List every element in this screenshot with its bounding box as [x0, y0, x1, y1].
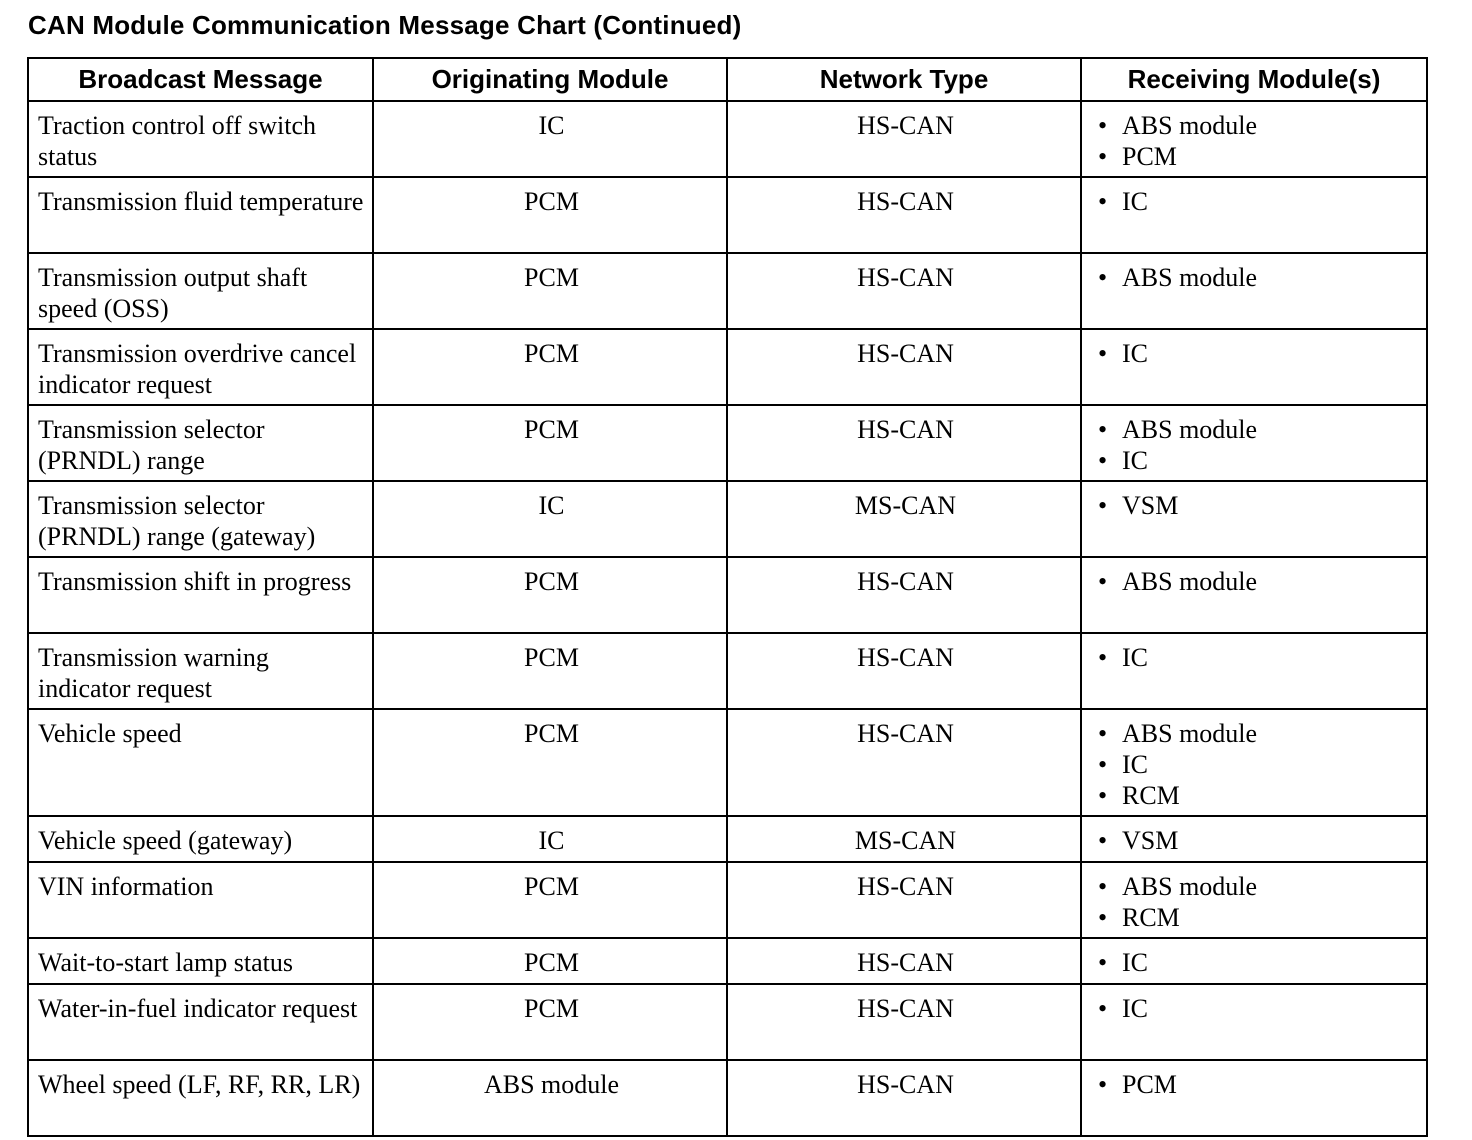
receiving-modules-cell — [1081, 557, 1427, 633]
originating-module-cell: PCM — [373, 938, 727, 984]
receiver-list — [1091, 262, 1420, 293]
network-type-cell: HS-CAN — [727, 1060, 1081, 1136]
receiver-item: • ABS module — [1091, 718, 1420, 749]
table-row — [28, 101, 1427, 177]
network-type-cell: HS-CAN — [727, 253, 1081, 329]
table-row — [28, 709, 1427, 816]
table-row — [28, 329, 1427, 405]
header-network-type: Network Type — [727, 58, 1081, 101]
receiver-item: • PCM — [1091, 141, 1420, 172]
receiving-modules-cell — [1081, 253, 1427, 329]
table-row — [28, 938, 1427, 984]
receiver-item: • VSM — [1091, 490, 1420, 521]
receiving-modules-cell — [1081, 938, 1427, 984]
broadcast-message-cell: Transmission fluid temperature — [28, 177, 373, 253]
receiving-modules-cell — [1081, 816, 1427, 862]
table-row — [28, 862, 1427, 938]
receiver-list — [1091, 490, 1420, 521]
receiver-item: • PCM — [1091, 1069, 1420, 1100]
receiver-list — [1091, 825, 1420, 856]
receiving-modules-cell — [1081, 633, 1427, 709]
receiver-item: • ABS module — [1091, 871, 1420, 902]
receiver-item: • RCM — [1091, 780, 1420, 811]
originating-module-cell: PCM — [373, 177, 727, 253]
originating-module-cell: PCM — [373, 405, 727, 481]
originating-module-cell: ABS module — [373, 1060, 727, 1136]
originating-module-cell: PCM — [373, 329, 727, 405]
broadcast-message-cell: Transmission selector (PRNDL) range — [28, 405, 373, 481]
receiving-modules-cell — [1081, 984, 1427, 1060]
receiver-item: • ABS module — [1091, 262, 1420, 293]
originating-module-cell: PCM — [373, 557, 727, 633]
receiver-item: • VSM — [1091, 825, 1420, 856]
receiver-item: • RCM — [1091, 902, 1420, 933]
receiver-list — [1091, 947, 1420, 978]
originating-module-cell: IC — [373, 816, 727, 862]
network-type-cell: HS-CAN — [727, 709, 1081, 816]
originating-module-cell: IC — [373, 101, 727, 177]
header-receiving-modules: Receiving Module(s) — [1081, 58, 1427, 101]
receiver-item: • ABS module — [1091, 566, 1420, 597]
broadcast-message-cell: Transmission selector (PRNDL) range (gateway) — [28, 481, 373, 557]
receiver-list — [1091, 566, 1420, 597]
chart-title: CAN Module Communication Message Chart (Continued) — [28, 10, 742, 40]
receiver-item: • IC — [1091, 642, 1420, 673]
broadcast-message-cell: Transmission warning indicator request — [28, 633, 373, 709]
network-type-cell: HS-CAN — [727, 862, 1081, 938]
receiving-modules-cell — [1081, 405, 1427, 481]
network-type-cell: HS-CAN — [727, 177, 1081, 253]
table-row — [28, 816, 1427, 862]
originating-module-cell: IC — [373, 481, 727, 557]
originating-module-cell: PCM — [373, 633, 727, 709]
table-row — [28, 481, 1427, 557]
receiver-item: • IC — [1091, 993, 1420, 1024]
broadcast-message-cell: Water-in-fuel indicator request — [28, 984, 373, 1060]
receiving-modules-cell — [1081, 101, 1427, 177]
network-type-cell: HS-CAN — [727, 633, 1081, 709]
receiver-list — [1091, 414, 1420, 476]
receiver-list — [1091, 642, 1420, 673]
receiver-item: • IC — [1091, 947, 1420, 978]
header-broadcast-message: Broadcast Message — [28, 58, 373, 101]
originating-module-cell: PCM — [373, 984, 727, 1060]
broadcast-message-cell: Transmission shift in progress — [28, 557, 373, 633]
originating-module-cell: PCM — [373, 709, 727, 816]
network-type-cell: MS-CAN — [727, 816, 1081, 862]
network-type-cell: HS-CAN — [727, 101, 1081, 177]
receiving-modules-cell — [1081, 329, 1427, 405]
receiving-modules-cell — [1081, 177, 1427, 253]
broadcast-message-cell: VIN information — [28, 862, 373, 938]
table-row — [28, 253, 1427, 329]
network-type-cell: MS-CAN — [727, 481, 1081, 557]
broadcast-message-cell: Vehicle speed — [28, 709, 373, 816]
table-row — [28, 1060, 1427, 1136]
receiving-modules-cell — [1081, 862, 1427, 938]
receiver-item: • IC — [1091, 749, 1420, 780]
broadcast-message-cell: Vehicle speed (gateway) — [28, 816, 373, 862]
receiver-list — [1091, 186, 1420, 217]
header-row — [28, 58, 1427, 101]
header-originating-module: Originating Module — [373, 58, 727, 101]
originating-module-cell: PCM — [373, 862, 727, 938]
receiving-modules-cell — [1081, 481, 1427, 557]
receiving-modules-cell — [1081, 1060, 1427, 1136]
originating-module-cell: PCM — [373, 253, 727, 329]
network-type-cell: HS-CAN — [727, 405, 1081, 481]
table-row — [28, 984, 1427, 1060]
receiver-item: • ABS module — [1091, 414, 1420, 445]
broadcast-message-cell: Traction control off switch status — [28, 101, 373, 177]
receiver-list — [1091, 993, 1420, 1024]
broadcast-message-cell: Transmission output shaft speed (OSS) — [28, 253, 373, 329]
network-type-cell: HS-CAN — [727, 557, 1081, 633]
broadcast-message-cell: Transmission overdrive cancel indicator request — [28, 329, 373, 405]
receiver-item: • IC — [1091, 186, 1420, 217]
table-row — [28, 405, 1427, 481]
receiver-list — [1091, 1069, 1420, 1100]
broadcast-message-cell: Wait-to-start lamp status — [28, 938, 373, 984]
receiving-modules-cell — [1081, 709, 1427, 816]
table-row — [28, 633, 1427, 709]
receiver-list — [1091, 110, 1420, 172]
receiver-item: • ABS module — [1091, 110, 1420, 141]
message-chart-table — [27, 57, 1428, 1137]
receiver-item: • IC — [1091, 445, 1420, 476]
table-row — [28, 177, 1427, 253]
broadcast-message-cell: Wheel speed (LF, RF, RR, LR) — [28, 1060, 373, 1136]
table-row — [28, 557, 1427, 633]
receiver-list — [1091, 338, 1420, 369]
receiver-list — [1091, 718, 1420, 811]
network-type-cell: HS-CAN — [727, 984, 1081, 1060]
receiver-list — [1091, 871, 1420, 933]
receiver-item: • IC — [1091, 338, 1420, 369]
network-type-cell: HS-CAN — [727, 938, 1081, 984]
network-type-cell: HS-CAN — [727, 329, 1081, 405]
